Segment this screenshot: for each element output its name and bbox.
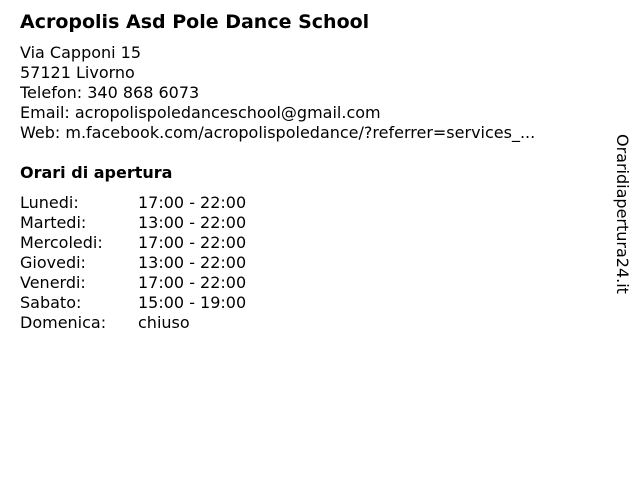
- hours-row-sabato: [20, 293, 600, 313]
- business-card: [20, 10, 600, 333]
- hours-row-domenica: [20, 313, 600, 333]
- hours-time: 13:00 - 22:00: [138, 253, 247, 272]
- hours-row-mercoledi: [20, 233, 600, 253]
- hours-day: Mercoledi:: [20, 233, 103, 252]
- hours-time: 15:00 - 19:00: [138, 293, 247, 312]
- business-name: Acropolis Asd Pole Dance School: [20, 11, 370, 33]
- hours-day: Lunedi:: [20, 193, 79, 212]
- hours-row-giovedi: [20, 253, 600, 273]
- hours-day: Martedi:: [20, 213, 87, 232]
- hours-day: Giovedi:: [20, 253, 86, 272]
- hours-row-martedi: [20, 213, 600, 233]
- hours-day: Domenica:: [20, 313, 107, 332]
- opening-hours-heading: Orari di apertura: [20, 163, 173, 182]
- address-street: Via Capponi 15: [20, 43, 142, 62]
- phone-line: Telefon: 340 868 6073: [20, 83, 200, 102]
- site-brand-vertical: [612, 134, 634, 310]
- hours-day: Venerdi:: [20, 273, 86, 292]
- hours-time: chiuso: [138, 313, 190, 332]
- email-line: Email: acropolispoledanceschool@gmail.com: [20, 103, 381, 122]
- hours-time: 13:00 - 22:00: [138, 213, 247, 232]
- hours-time: 17:00 - 22:00: [138, 273, 247, 292]
- hours-row-lunedi: [20, 193, 600, 213]
- web-line: Web: m.facebook.com/acropolispoledance/?referrer=services_...: [20, 123, 536, 142]
- site-brand-text: Oraridiapertura24.it: [613, 134, 632, 294]
- hours-time: 17:00 - 22:00: [138, 193, 247, 212]
- hours-day: Sabato:: [20, 293, 82, 312]
- address-city: 57121 Livorno: [20, 63, 135, 82]
- opening-hours-table: [20, 193, 600, 333]
- hours-time: 17:00 - 22:00: [138, 233, 247, 252]
- hours-row-venerdi: [20, 273, 600, 293]
